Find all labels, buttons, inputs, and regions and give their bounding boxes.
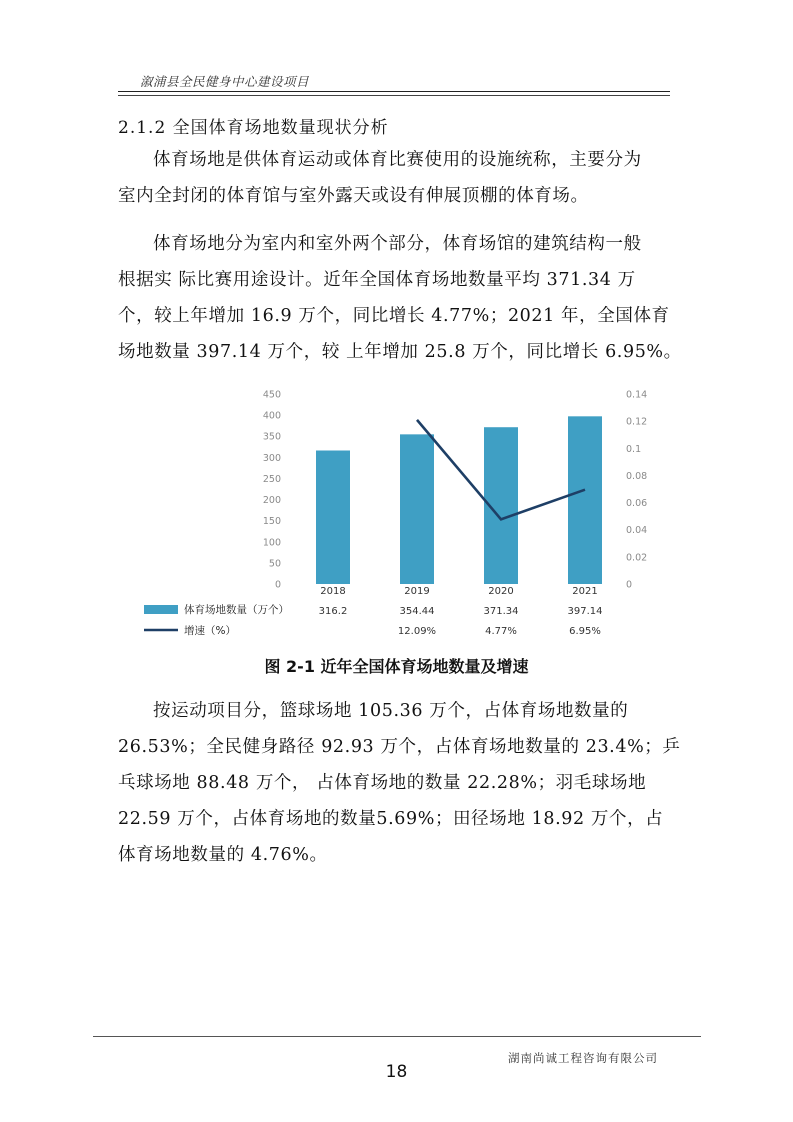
- table-value-growth: 6.95%: [569, 626, 601, 637]
- text-line: 26.53%；全民健身路径 92.93 万个，占体育场地数量的 23.4%；乒: [118, 737, 681, 757]
- chart-figure: [118, 380, 678, 645]
- company-name: 湖南尚诚工程咨询有限公司: [508, 1051, 658, 1065]
- right-axis-tick-label: 0.06: [626, 498, 648, 510]
- text-line: 体育场地数量的 4.76%。: [118, 845, 328, 865]
- table-value-count: 354.44: [399, 606, 435, 617]
- header-title: 溆浦县全民健身中心建设项目: [140, 74, 310, 89]
- legend-label-bar: 体育场地数量（万个）: [184, 604, 289, 616]
- left-axis-tick-label: 350: [262, 431, 281, 443]
- paragraph-1: [118, 142, 678, 214]
- right-axis-tick-label: 0.02: [626, 552, 648, 564]
- table-value-count: 371.34: [483, 606, 519, 617]
- page-number: 18: [385, 1062, 408, 1082]
- bar-2018: [316, 450, 350, 584]
- right-axis-tick-label: 0.14: [626, 389, 648, 401]
- table-value-growth: 4.77%: [485, 626, 517, 637]
- left-axis-tick-label: 150: [262, 516, 281, 528]
- bar-2021: [568, 416, 602, 584]
- right-axis-tick-label: 0.12: [626, 416, 648, 428]
- category-label: 2021: [572, 586, 598, 597]
- text-line: 22.59 万个，占体育场地的数量5.69%；田径场地 18.92 万个，占: [118, 809, 664, 829]
- left-axis-tick-label: 0: [274, 579, 281, 591]
- figure-caption: 图 2-1 近年全国体育场地数量及增速: [264, 657, 529, 676]
- table-value-count: 397.14: [567, 606, 603, 617]
- paragraph-2: [118, 226, 682, 370]
- left-axis-tick-label: 450: [262, 389, 281, 401]
- legend-label-line: 增速（%）: [184, 625, 236, 637]
- text-line: 室内全封闭的体育馆与室外露天或设有伸展顶棚的体育场。: [118, 186, 589, 206]
- left-axis-tick-label: 300: [262, 452, 281, 464]
- right-axis-tick-label: 0.08: [626, 470, 648, 482]
- paragraph-3: [118, 693, 681, 873]
- text-line: 体育场地分为室内和室外两个部分，体育场馆的建筑结构一般: [153, 234, 642, 254]
- bar-2019: [400, 434, 434, 584]
- text-line: 个，较上年增加 16.9 万个，同比增长 4.77%；2021 年，全国体育: [118, 306, 670, 326]
- text-line: 场地数量 397.14 万个，较 上年增加 25.8 万个，同比增长 6.95%。: [118, 342, 682, 362]
- table-value-growth: 12.09%: [397, 626, 437, 637]
- section-heading: 2.1.2 全国体育场地数量现状分析: [118, 118, 389, 138]
- right-axis-tick-label: 0.04: [626, 525, 648, 537]
- category-label: 2020: [488, 586, 514, 597]
- left-axis-tick-label: 400: [262, 410, 281, 422]
- right-axis-tick-label: 0: [626, 579, 633, 591]
- left-axis-tick-label: 250: [262, 473, 281, 485]
- text-line: 按运动项目分，篮球场地 105.36 万个，占体育场地数量的: [153, 701, 629, 721]
- category-label: 2018: [320, 586, 346, 597]
- header-rule: [118, 91, 670, 92]
- header-rule-thin: [118, 95, 670, 96]
- text-line: 根据实 际比赛用途设计。近年全国体育场地数量平均 371.34 万: [118, 270, 636, 290]
- right-axis-tick-label: 0.1: [626, 443, 642, 455]
- category-label: 2019: [404, 586, 430, 597]
- left-axis-tick-label: 50: [268, 558, 281, 570]
- text-line: 体育场地是供体育运动或体育比赛使用的设施统称，主要分为: [153, 150, 642, 170]
- table-value-count: 316.2: [318, 606, 348, 617]
- footer-rule: [93, 1036, 701, 1037]
- text-line: 乓球场地 88.48 万个， 占体育场地的数量 22.28%；羽毛球场地: [118, 773, 647, 793]
- legend-swatch-bar: [144, 605, 178, 614]
- left-axis-tick-label: 100: [262, 537, 281, 549]
- left-axis-tick-label: 200: [262, 495, 281, 507]
